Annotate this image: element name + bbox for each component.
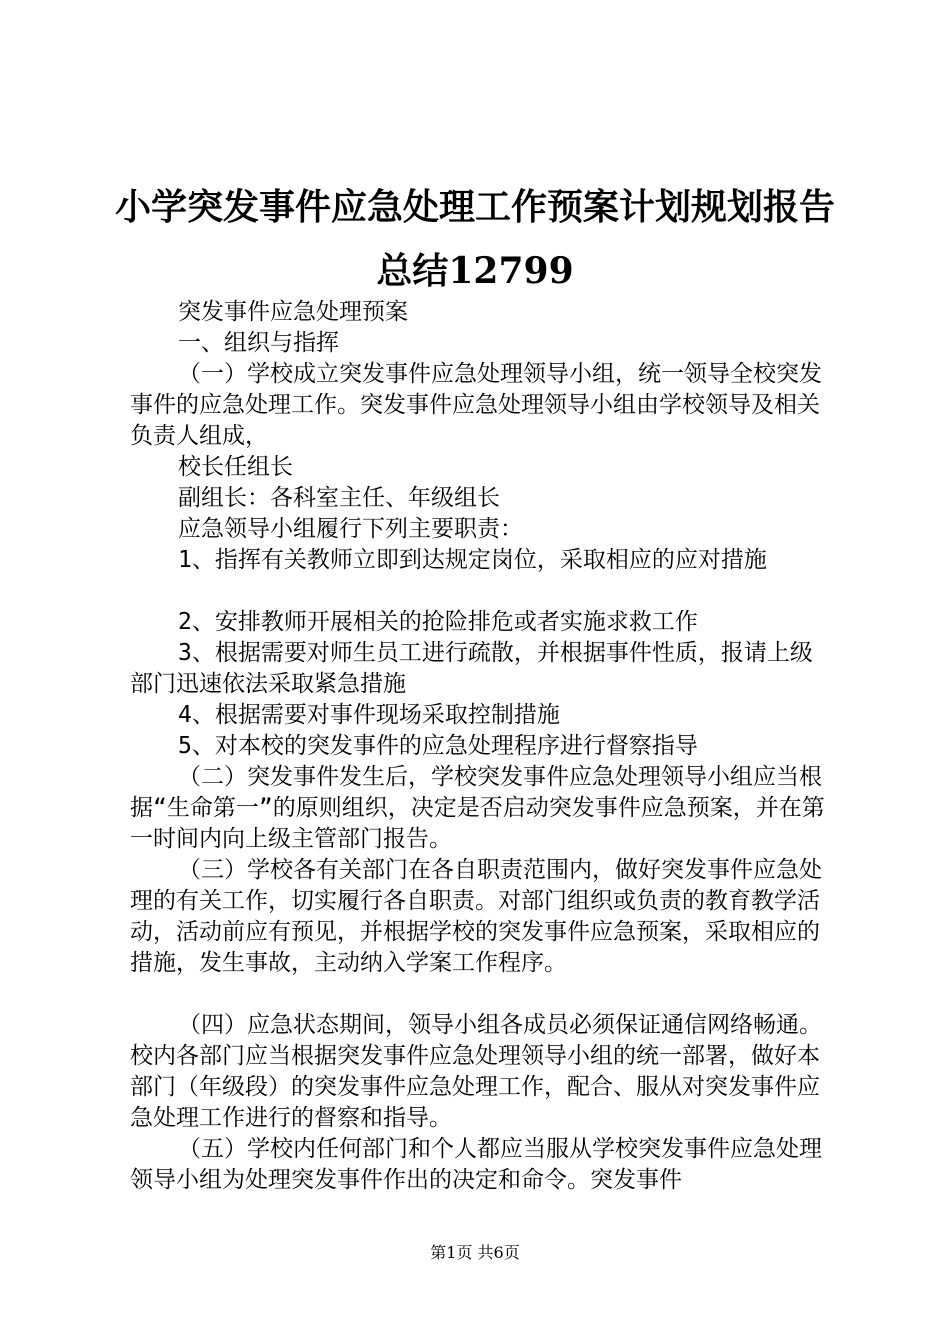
document-title-line-2: 总结12799 bbox=[376, 250, 574, 292]
body-paragraph: 4、根据需要对事件现场采取控制措施 bbox=[178, 702, 560, 728]
body-paragraph: （三）学校各有关部门在各自职责范围内，做好突发事件应急处理的有关工作，切实履行各自职责。对部门组织或负责的教育教学活动，活动前应有预见，并根据学校的突发事件应急预案，采取相应的措施，发生事故，主动纳入学案工作程序。 bbox=[130, 857, 822, 976]
body-paragraph: 副组长：各科室主任、年级组长 bbox=[178, 485, 500, 511]
body-paragraph: 1、指挥有关教师立即到达规定岗位，采取相应的应对措施 bbox=[178, 547, 767, 573]
body-paragraph: （四）应急状态期间，领导小组各成员必须保证通信网络畅通。校内各部门应当根据突发事件应急处理领导小组的统一部署，做好本部门（年级段）的突发事件应急处理工作，配合、服从对突发事件应急处理工作进行的督察和指导。 bbox=[130, 1012, 822, 1131]
body-paragraph: （五）学校内任何部门和个人都应当服从学校突发事件应急处理领导小组为处理突发事件作出的决定和命令。突发事件 bbox=[130, 1136, 822, 1193]
body-paragraph: 一、组织与指挥 bbox=[178, 330, 339, 356]
body-paragraph: 2、安排教师开展相关的抢险排危或者实施求救工作 bbox=[178, 609, 698, 635]
body-paragraph: 突发事件应急处理预案 bbox=[178, 299, 408, 325]
page-number-footer: 第1页 共6页 bbox=[430, 1243, 520, 1262]
body-paragraph: （一）学校成立突发事件应急处理领导小组，统一领导全校突发事件的应急处理工作。突发事件应急处理领导小组由学校领导及相关负责人组成， bbox=[130, 361, 822, 449]
paragraph-gap bbox=[130, 576, 835, 607]
body-paragraph: （二）突发事件发生后，学校突发事件应急处理领导小组应当根据“生命第一”的原则组织，决定是否启动突发事件应急预案，并在第一时间内向上级主管部门报告。 bbox=[130, 764, 825, 852]
body-paragraph: 5、对本校的突发事件的应急处理程序进行督察指导 bbox=[178, 733, 698, 759]
body-paragraph: 应急领导小组履行下列主要职责： bbox=[178, 516, 523, 542]
document-body bbox=[130, 297, 835, 1196]
body-paragraph: 3、根据需要对师生员工进行疏散，并根据事件性质，报请上级部门迅速依法采取紧急措施 bbox=[130, 640, 813, 697]
document-title-line-1: 小学突发事件应急处理工作预案计划规划报告 bbox=[114, 186, 835, 228]
body-paragraph: 校长任组长 bbox=[178, 454, 293, 480]
paragraph-gap bbox=[130, 979, 835, 1010]
